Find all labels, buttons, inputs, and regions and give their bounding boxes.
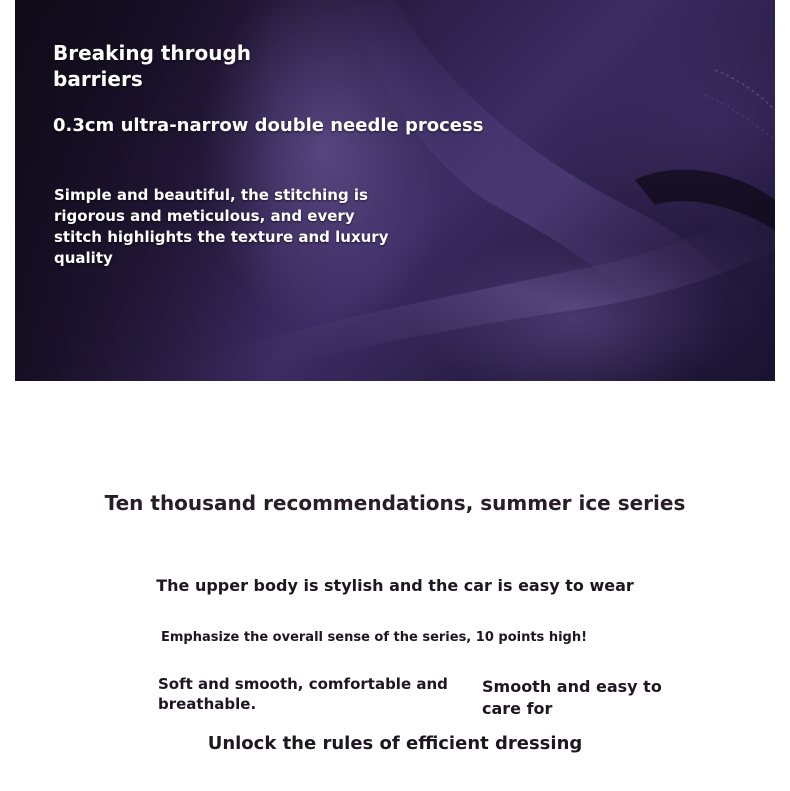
feature-soft-smooth: Soft and smooth, comfortable and breathable.: [158, 675, 448, 713]
hero-description: Simple and beautiful, the stitching is rigorous and meticulous, and every stitch highlights the texture and luxury quality: [54, 186, 389, 267]
footer-tagline: Unlock the rules of efficient dressing: [207, 733, 583, 754]
stitch-line: [715, 70, 775, 110]
stitch-line-2: [705, 95, 775, 140]
section-headline: Ten thousand recommendations, summer ice series: [104, 491, 686, 515]
hero-title: Breaking through barriers: [53, 41, 252, 91]
feature-easy-care: Smooth and easy to care for: [482, 677, 662, 718]
tagline-secondary: Emphasize the overall sense of the series, 10 points high!: [161, 630, 588, 645]
hero-subtitle: 0.3cm ultra-narrow double needle process: [53, 115, 484, 136]
tagline-primary: The upper body is stylish and the car is easy to wear: [156, 576, 634, 595]
fabric-hero-image: [15, 0, 775, 381]
